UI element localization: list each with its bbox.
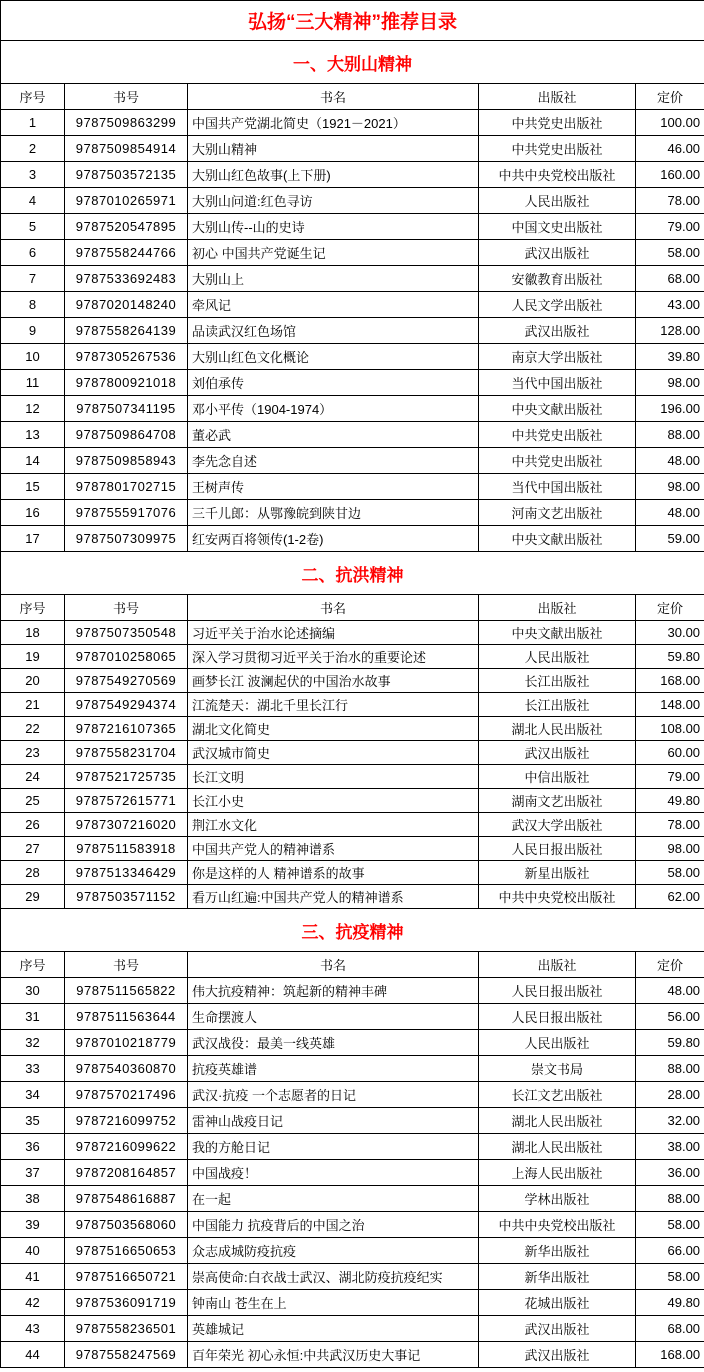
cell-price: 43.00 bbox=[636, 292, 704, 318]
cell-isbn: 9787208164857 bbox=[65, 1160, 188, 1186]
table-row bbox=[1, 1160, 704, 1186]
col-header-title: 书名 bbox=[188, 952, 479, 978]
cell-title: 大别山问道:红色寻访 bbox=[188, 188, 479, 214]
cell-isbn: 9787801702715 bbox=[65, 474, 188, 500]
cell-isbn: 9787307216020 bbox=[65, 813, 188, 837]
cell-publisher: 人民出版社 bbox=[479, 188, 636, 214]
cell-title: 在一起 bbox=[188, 1186, 479, 1212]
cell-price: 39.80 bbox=[636, 344, 704, 370]
col-header-isbn: 书号 bbox=[65, 595, 188, 621]
cell-price: 58.00 bbox=[636, 1212, 704, 1238]
table-row bbox=[1, 344, 704, 370]
cell-price: 58.00 bbox=[636, 240, 704, 266]
cell-title: 大别山传--山的史诗 bbox=[188, 214, 479, 240]
cell-isbn: 9787521725735 bbox=[65, 765, 188, 789]
cell-no: 5 bbox=[1, 214, 65, 240]
cell-publisher: 湖北人民出版社 bbox=[479, 1134, 636, 1160]
cell-price: 98.00 bbox=[636, 474, 704, 500]
cell-price: 78.00 bbox=[636, 188, 704, 214]
cell-isbn: 9787511563644 bbox=[65, 1004, 188, 1030]
cell-price: 48.00 bbox=[636, 500, 704, 526]
cell-no: 35 bbox=[1, 1108, 65, 1134]
cell-publisher: 崇文书局 bbox=[479, 1056, 636, 1082]
cell-publisher: 安徽教育出版社 bbox=[479, 266, 636, 292]
table-row bbox=[1, 861, 704, 885]
cell-publisher: 新华出版社 bbox=[479, 1238, 636, 1264]
cell-no: 26 bbox=[1, 813, 65, 837]
cell-isbn: 9787558247569 bbox=[65, 1342, 188, 1368]
cell-no: 16 bbox=[1, 500, 65, 526]
cell-price: 49.80 bbox=[636, 789, 704, 813]
cell-price: 46.00 bbox=[636, 136, 704, 162]
cell-isbn: 9787216099622 bbox=[65, 1134, 188, 1160]
cell-title: 英雄城记 bbox=[188, 1316, 479, 1342]
cell-title: 武汉·抗疫 一个志愿者的日记 bbox=[188, 1082, 479, 1108]
cell-isbn: 9787503568060 bbox=[65, 1212, 188, 1238]
cell-price: 62.00 bbox=[636, 885, 704, 909]
cell-title: 武汉战役：最美一线英雄 bbox=[188, 1030, 479, 1056]
cell-no: 30 bbox=[1, 978, 65, 1004]
cell-price: 56.00 bbox=[636, 1004, 704, 1030]
cell-no: 33 bbox=[1, 1056, 65, 1082]
cell-isbn: 9787558244766 bbox=[65, 240, 188, 266]
table-row bbox=[1, 645, 704, 669]
cell-title: 中国战疫！ bbox=[188, 1160, 479, 1186]
cell-no: 34 bbox=[1, 1082, 65, 1108]
col-header-publisher: 出版社 bbox=[479, 84, 636, 110]
table-row bbox=[1, 500, 704, 526]
table-row bbox=[1, 422, 704, 448]
table-row bbox=[1, 396, 704, 422]
cell-price: 48.00 bbox=[636, 978, 704, 1004]
cell-isbn: 9787010258065 bbox=[65, 645, 188, 669]
cell-price: 168.00 bbox=[636, 669, 704, 693]
cell-isbn: 9787572615771 bbox=[65, 789, 188, 813]
cell-price: 66.00 bbox=[636, 1238, 704, 1264]
cell-title: 长江文明 bbox=[188, 765, 479, 789]
table-row bbox=[1, 1212, 704, 1238]
cell-no: 4 bbox=[1, 188, 65, 214]
cell-title: 李先念自述 bbox=[188, 448, 479, 474]
cell-title: 牵风记 bbox=[188, 292, 479, 318]
cell-no: 17 bbox=[1, 526, 65, 552]
cell-publisher: 当代中国出版社 bbox=[479, 474, 636, 500]
table-row bbox=[1, 1186, 704, 1212]
cell-price: 98.00 bbox=[636, 837, 704, 861]
cell-no: 12 bbox=[1, 396, 65, 422]
cell-price: 59.00 bbox=[636, 526, 704, 552]
section-band bbox=[1, 552, 704, 595]
table-row bbox=[1, 240, 704, 266]
cell-title: 品读武汉红色场馆 bbox=[188, 318, 479, 344]
table-row bbox=[1, 741, 704, 765]
table-row bbox=[1, 765, 704, 789]
cell-price: 30.00 bbox=[636, 621, 704, 645]
cell-isbn: 9787555917076 bbox=[65, 500, 188, 526]
cell-price: 168.00 bbox=[636, 1342, 704, 1368]
cell-price: 88.00 bbox=[636, 422, 704, 448]
catalog-body bbox=[1, 1, 704, 1368]
table-row bbox=[1, 813, 704, 837]
cell-publisher: 武汉出版社 bbox=[479, 240, 636, 266]
table-row bbox=[1, 978, 704, 1004]
cell-price: 36.00 bbox=[636, 1160, 704, 1186]
cell-isbn: 9787509864708 bbox=[65, 422, 188, 448]
cell-price: 68.00 bbox=[636, 1316, 704, 1342]
cell-publisher: 新星出版社 bbox=[479, 861, 636, 885]
cell-title: 荆江水文化 bbox=[188, 813, 479, 837]
cell-isbn: 9787507350548 bbox=[65, 621, 188, 645]
table-row bbox=[1, 1290, 704, 1316]
table-row bbox=[1, 789, 704, 813]
cell-no: 7 bbox=[1, 266, 65, 292]
cell-price: 108.00 bbox=[636, 717, 704, 741]
cell-no: 31 bbox=[1, 1004, 65, 1030]
table-row bbox=[1, 1238, 704, 1264]
cell-publisher: 中国文史出版社 bbox=[479, 214, 636, 240]
cell-price: 196.00 bbox=[636, 396, 704, 422]
cell-isbn: 9787507309975 bbox=[65, 526, 188, 552]
cell-isbn: 9787570217496 bbox=[65, 1082, 188, 1108]
table-row bbox=[1, 1056, 704, 1082]
cell-publisher: 河南文艺出版社 bbox=[479, 500, 636, 526]
cell-no: 43 bbox=[1, 1316, 65, 1342]
cell-isbn: 9787511565822 bbox=[65, 978, 188, 1004]
cell-title: 湖北文化简史 bbox=[188, 717, 479, 741]
cell-price: 58.00 bbox=[636, 861, 704, 885]
cell-title: 看万山红遍:中国共产党人的精神谱系 bbox=[188, 885, 479, 909]
section-band bbox=[1, 41, 704, 84]
cell-price: 128.00 bbox=[636, 318, 704, 344]
cell-no: 28 bbox=[1, 861, 65, 885]
cell-isbn: 9787800921018 bbox=[65, 370, 188, 396]
cell-title: 刘伯承传 bbox=[188, 370, 479, 396]
cell-publisher: 人民日报出版社 bbox=[479, 837, 636, 861]
cell-publisher: 花城出版社 bbox=[479, 1290, 636, 1316]
cell-title: 百年荣光 初心永恒:中共武汉历史大事记 bbox=[188, 1342, 479, 1368]
cell-publisher: 人民日报出版社 bbox=[479, 978, 636, 1004]
table-row bbox=[1, 1108, 704, 1134]
column-header-row bbox=[1, 595, 704, 621]
cell-title: 大别山上 bbox=[188, 266, 479, 292]
col-header-publisher: 出版社 bbox=[479, 952, 636, 978]
cell-title: 中国共产党湖北简史（1921－2021） bbox=[188, 110, 479, 136]
cell-publisher: 中共党史出版社 bbox=[479, 136, 636, 162]
cell-isbn: 9787020148240 bbox=[65, 292, 188, 318]
cell-no: 41 bbox=[1, 1264, 65, 1290]
cell-title: 众志成城防疫抗疫 bbox=[188, 1238, 479, 1264]
table-row bbox=[1, 474, 704, 500]
cell-no: 13 bbox=[1, 422, 65, 448]
table-row bbox=[1, 110, 704, 136]
cell-title: 大别山精神 bbox=[188, 136, 479, 162]
cell-price: 49.80 bbox=[636, 1290, 704, 1316]
cell-title: 深入学习贯彻习近平关于治水的重要论述 bbox=[188, 645, 479, 669]
cell-isbn: 9787010218779 bbox=[65, 1030, 188, 1056]
cell-publisher: 人民文学出版社 bbox=[479, 292, 636, 318]
cell-price: 88.00 bbox=[636, 1186, 704, 1212]
cell-isbn: 9787305267536 bbox=[65, 344, 188, 370]
cell-publisher: 中共党史出版社 bbox=[479, 448, 636, 474]
col-header-isbn: 书号 bbox=[65, 84, 188, 110]
table-row bbox=[1, 136, 704, 162]
cell-price: 59.80 bbox=[636, 1030, 704, 1056]
cell-title: 武汉城市简史 bbox=[188, 741, 479, 765]
section-heading: 三、抗疫精神 bbox=[1, 909, 704, 952]
cell-no: 44 bbox=[1, 1342, 65, 1368]
cell-price: 100.00 bbox=[636, 110, 704, 136]
cell-isbn: 9787507341195 bbox=[65, 396, 188, 422]
cell-no: 19 bbox=[1, 645, 65, 669]
cell-publisher: 中共党史出版社 bbox=[479, 422, 636, 448]
cell-title: 生命摆渡人 bbox=[188, 1004, 479, 1030]
column-header-row bbox=[1, 84, 704, 110]
table-row bbox=[1, 266, 704, 292]
cell-publisher: 武汉出版社 bbox=[479, 1316, 636, 1342]
cell-title: 初心 中国共产党诞生记 bbox=[188, 240, 479, 266]
cell-publisher: 湖南文艺出版社 bbox=[479, 789, 636, 813]
cell-title: 王树声传 bbox=[188, 474, 479, 500]
cell-price: 38.00 bbox=[636, 1134, 704, 1160]
cell-no: 1 bbox=[1, 110, 65, 136]
cell-publisher: 中央文献出版社 bbox=[479, 526, 636, 552]
col-header-title: 书名 bbox=[188, 84, 479, 110]
cell-title: 红安两百将领传(1-2卷) bbox=[188, 526, 479, 552]
cell-title: 你是这样的人 精神谱系的故事 bbox=[188, 861, 479, 885]
cell-isbn: 9787548616887 bbox=[65, 1186, 188, 1212]
cell-price: 79.00 bbox=[636, 214, 704, 240]
cell-price: 98.00 bbox=[636, 370, 704, 396]
table-row bbox=[1, 526, 704, 552]
cell-no: 15 bbox=[1, 474, 65, 500]
cell-title: 画梦长江 波澜起伏的中国治水故事 bbox=[188, 669, 479, 693]
cell-isbn: 9787536091719 bbox=[65, 1290, 188, 1316]
cell-no: 40 bbox=[1, 1238, 65, 1264]
cell-isbn: 9787216099752 bbox=[65, 1108, 188, 1134]
table-row bbox=[1, 188, 704, 214]
cell-isbn: 9787509854914 bbox=[65, 136, 188, 162]
cell-isbn: 9787558231704 bbox=[65, 741, 188, 765]
section-heading: 二、抗洪精神 bbox=[1, 552, 704, 595]
cell-no: 25 bbox=[1, 789, 65, 813]
cell-no: 3 bbox=[1, 162, 65, 188]
cell-publisher: 长江出版社 bbox=[479, 693, 636, 717]
cell-publisher: 中央文献出版社 bbox=[479, 621, 636, 645]
cell-price: 28.00 bbox=[636, 1082, 704, 1108]
cell-publisher: 武汉大学出版社 bbox=[479, 813, 636, 837]
cell-no: 22 bbox=[1, 717, 65, 741]
cell-isbn: 9787558264139 bbox=[65, 318, 188, 344]
cell-no: 23 bbox=[1, 741, 65, 765]
cell-title: 伟大抗疫精神：筑起新的精神丰碑 bbox=[188, 978, 479, 1004]
cell-price: 160.00 bbox=[636, 162, 704, 188]
table-row bbox=[1, 1030, 704, 1056]
cell-no: 10 bbox=[1, 344, 65, 370]
cell-title: 抗疫英雄谱 bbox=[188, 1056, 479, 1082]
cell-isbn: 9787511583918 bbox=[65, 837, 188, 861]
cell-no: 14 bbox=[1, 448, 65, 474]
cell-isbn: 9787503571152 bbox=[65, 885, 188, 909]
table-row bbox=[1, 885, 704, 909]
cell-no: 21 bbox=[1, 693, 65, 717]
cell-title: 大别山红色文化概论 bbox=[188, 344, 479, 370]
cell-publisher: 中共中央党校出版社 bbox=[479, 885, 636, 909]
cell-price: 32.00 bbox=[636, 1108, 704, 1134]
table-row bbox=[1, 1004, 704, 1030]
cell-no: 11 bbox=[1, 370, 65, 396]
cell-no: 24 bbox=[1, 765, 65, 789]
cell-title: 邓小平传（1904-1974） bbox=[188, 396, 479, 422]
title-row bbox=[1, 1, 704, 41]
cell-title: 我的方舱日记 bbox=[188, 1134, 479, 1160]
section-band bbox=[1, 909, 704, 952]
col-header-isbn: 书号 bbox=[65, 952, 188, 978]
cell-title: 董必武 bbox=[188, 422, 479, 448]
col-header-price: 定价 bbox=[636, 84, 704, 110]
cell-isbn: 9787509858943 bbox=[65, 448, 188, 474]
table-row bbox=[1, 292, 704, 318]
cell-publisher: 南京大学出版社 bbox=[479, 344, 636, 370]
table-row bbox=[1, 448, 704, 474]
cell-isbn: 9787549294374 bbox=[65, 693, 188, 717]
cell-isbn: 9787520547895 bbox=[65, 214, 188, 240]
cell-price: 78.00 bbox=[636, 813, 704, 837]
table-row bbox=[1, 318, 704, 344]
section-heading: 一、大别山精神 bbox=[1, 41, 704, 84]
cell-isbn: 9787540360870 bbox=[65, 1056, 188, 1082]
col-header-no: 序号 bbox=[1, 952, 65, 978]
table-row bbox=[1, 214, 704, 240]
cell-no: 2 bbox=[1, 136, 65, 162]
table-row bbox=[1, 1342, 704, 1368]
cell-no: 29 bbox=[1, 885, 65, 909]
table-row bbox=[1, 1082, 704, 1108]
cell-publisher: 武汉出版社 bbox=[479, 741, 636, 765]
cell-price: 79.00 bbox=[636, 765, 704, 789]
cell-no: 27 bbox=[1, 837, 65, 861]
cell-publisher: 长江文艺出版社 bbox=[479, 1082, 636, 1108]
table-row bbox=[1, 1134, 704, 1160]
cell-price: 68.00 bbox=[636, 266, 704, 292]
cell-isbn: 9787503572135 bbox=[65, 162, 188, 188]
cell-publisher: 人民出版社 bbox=[479, 645, 636, 669]
cell-publisher: 中央文献出版社 bbox=[479, 396, 636, 422]
cell-price: 59.80 bbox=[636, 645, 704, 669]
cell-isbn: 9787516650721 bbox=[65, 1264, 188, 1290]
cell-title: 中国能力 抗疫背后的中国之治 bbox=[188, 1212, 479, 1238]
cell-no: 32 bbox=[1, 1030, 65, 1056]
cell-no: 9 bbox=[1, 318, 65, 344]
cell-no: 42 bbox=[1, 1290, 65, 1316]
cell-title: 三千儿郎：从鄂豫皖到陕甘边 bbox=[188, 500, 479, 526]
cell-no: 20 bbox=[1, 669, 65, 693]
column-header-row bbox=[1, 952, 704, 978]
cell-publisher: 上海人民出版社 bbox=[479, 1160, 636, 1186]
cell-publisher: 武汉出版社 bbox=[479, 318, 636, 344]
table-row bbox=[1, 162, 704, 188]
col-header-price: 定价 bbox=[636, 595, 704, 621]
cell-title: 钟南山 苍生在上 bbox=[188, 1290, 479, 1316]
table-row bbox=[1, 717, 704, 741]
cell-isbn: 9787216107365 bbox=[65, 717, 188, 741]
cell-no: 39 bbox=[1, 1212, 65, 1238]
cell-publisher: 湖北人民出版社 bbox=[479, 717, 636, 741]
cell-title: 江流楚天：湖北千里长江行 bbox=[188, 693, 479, 717]
cell-title: 中国共产党人的精神谱系 bbox=[188, 837, 479, 861]
cell-price: 60.00 bbox=[636, 741, 704, 765]
cell-isbn: 9787513346429 bbox=[65, 861, 188, 885]
cell-no: 8 bbox=[1, 292, 65, 318]
cell-publisher: 中共党史出版社 bbox=[479, 110, 636, 136]
cell-title: 习近平关于治水论述摘编 bbox=[188, 621, 479, 645]
col-header-price: 定价 bbox=[636, 952, 704, 978]
table-row bbox=[1, 621, 704, 645]
cell-no: 6 bbox=[1, 240, 65, 266]
cell-isbn: 9787533692483 bbox=[65, 266, 188, 292]
table-row bbox=[1, 1316, 704, 1342]
table-row bbox=[1, 370, 704, 396]
cell-isbn: 9787516650653 bbox=[65, 1238, 188, 1264]
col-header-title: 书名 bbox=[188, 595, 479, 621]
cell-isbn: 9787558236501 bbox=[65, 1316, 188, 1342]
cell-publisher: 中共中央党校出版社 bbox=[479, 162, 636, 188]
cell-price: 88.00 bbox=[636, 1056, 704, 1082]
cell-no: 37 bbox=[1, 1160, 65, 1186]
cell-isbn: 9787549270569 bbox=[65, 669, 188, 693]
cell-publisher: 中信出版社 bbox=[479, 765, 636, 789]
table-row bbox=[1, 693, 704, 717]
cell-title: 长江小史 bbox=[188, 789, 479, 813]
cell-isbn: 9787509863299 bbox=[65, 110, 188, 136]
cell-publisher: 中共中央党校出版社 bbox=[479, 1212, 636, 1238]
cell-isbn: 9787010265971 bbox=[65, 188, 188, 214]
cell-no: 38 bbox=[1, 1186, 65, 1212]
col-header-no: 序号 bbox=[1, 595, 65, 621]
cell-publisher: 当代中国出版社 bbox=[479, 370, 636, 396]
page-title: 弘扬“三大精神”推荐目录 bbox=[1, 1, 704, 41]
cell-publisher: 人民出版社 bbox=[479, 1030, 636, 1056]
cell-publisher: 学林出版社 bbox=[479, 1186, 636, 1212]
cell-title: 雷神山战疫日记 bbox=[188, 1108, 479, 1134]
col-header-publisher: 出版社 bbox=[479, 595, 636, 621]
table-row bbox=[1, 669, 704, 693]
cell-publisher: 长江出版社 bbox=[479, 669, 636, 693]
cell-title: 大别山红色故事(上下册) bbox=[188, 162, 479, 188]
cell-no: 36 bbox=[1, 1134, 65, 1160]
table-row bbox=[1, 837, 704, 861]
cell-title: 崇高使命:白衣战士武汉、湖北防疫抗疫纪实 bbox=[188, 1264, 479, 1290]
table-row bbox=[1, 1264, 704, 1290]
cell-publisher: 武汉出版社 bbox=[479, 1342, 636, 1368]
cell-price: 58.00 bbox=[636, 1264, 704, 1290]
cell-price: 148.00 bbox=[636, 693, 704, 717]
cell-publisher: 新华出版社 bbox=[479, 1264, 636, 1290]
col-header-no: 序号 bbox=[1, 84, 65, 110]
cell-price: 48.00 bbox=[636, 448, 704, 474]
cell-publisher: 人民日报出版社 bbox=[479, 1004, 636, 1030]
cell-publisher: 湖北人民出版社 bbox=[479, 1108, 636, 1134]
cell-no: 18 bbox=[1, 621, 65, 645]
